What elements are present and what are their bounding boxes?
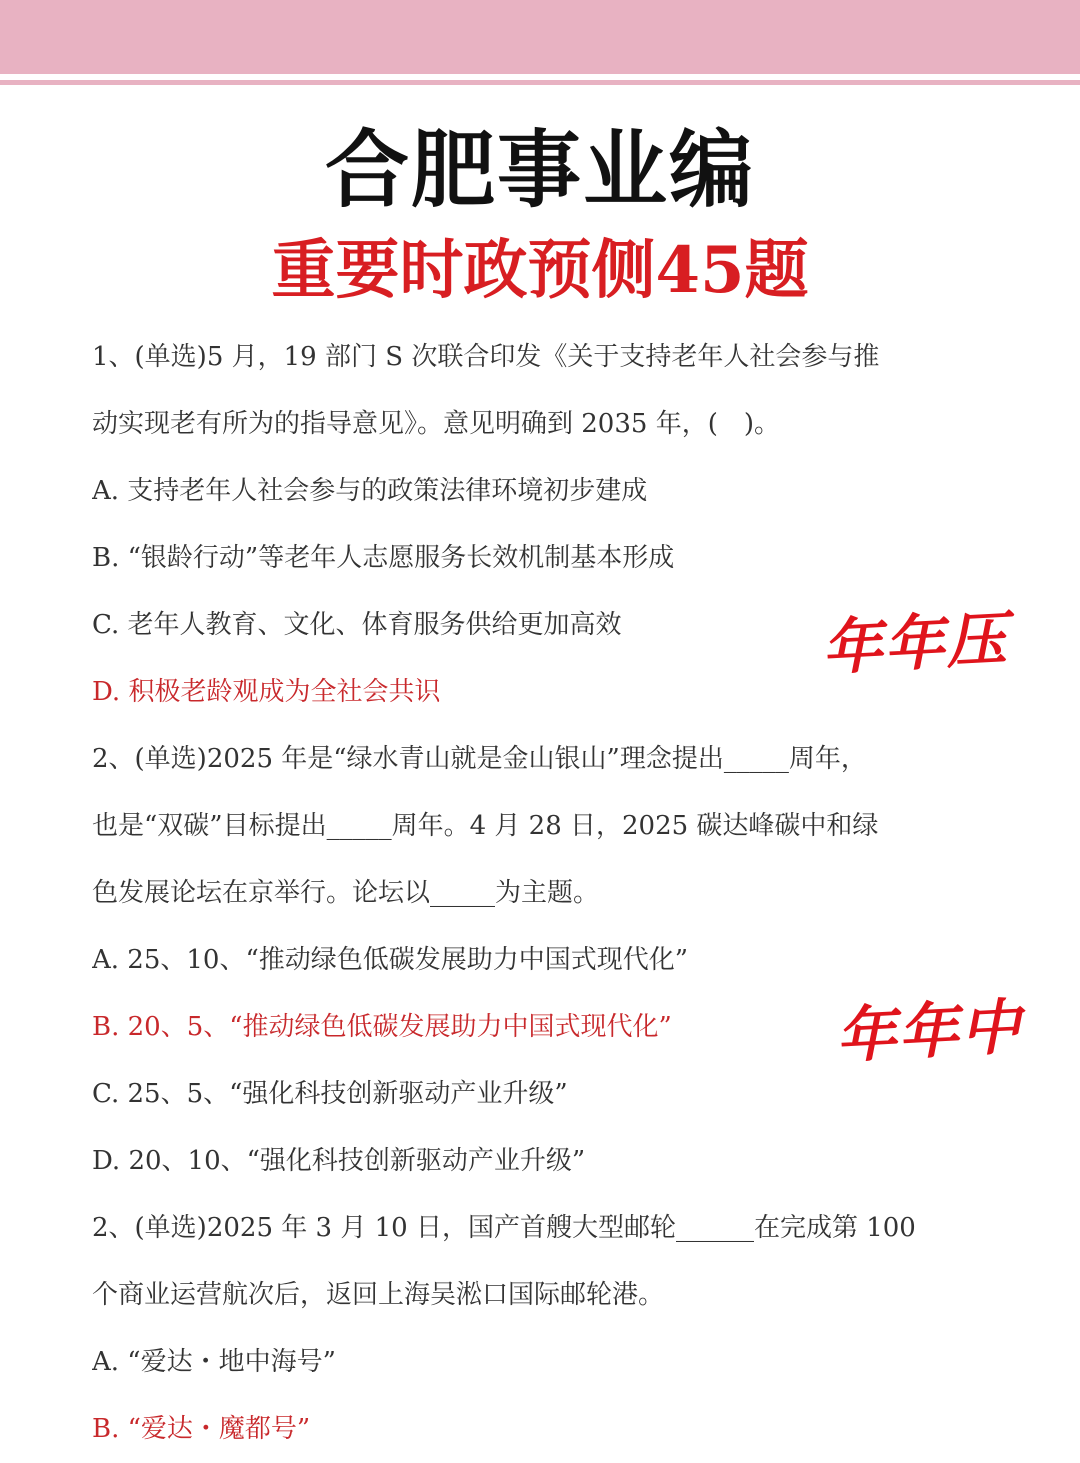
question-3-stem-line-1: 2、(单选)2025 年 3 月 10 日，国产首艘大型邮轮______在完成第 100 xyxy=(92,1213,916,1243)
question-1-option-b: B. “银龄行动”等老年人志愿服务长效机制基本形成 xyxy=(92,543,675,573)
top-banner xyxy=(0,0,1080,74)
question-1-option-a: A. 支持老年人社会参与的政策法律环境初步建成 xyxy=(92,476,648,506)
question-3-option-a: A. “爱达・地中海号” xyxy=(92,1347,336,1377)
question-3-option-b-answer: B. “爱达・魔都号” xyxy=(92,1414,311,1444)
page-title: 合肥事业编 xyxy=(324,121,755,219)
question-2-option-d: D. 20、10、“强化科技创新驱动产业升级” xyxy=(92,1146,586,1176)
stamp-text-2: 年年中 xyxy=(834,992,1024,1072)
question-1-option-d-answer: D. 积极老龄观成为全社会共识 xyxy=(92,677,441,707)
question-2-option-c: C. 25、5、“强化科技创新驱动产业升级” xyxy=(92,1079,568,1109)
stamp-text-1: 年年压 xyxy=(820,604,1010,684)
question-2-stem-line-3: 色发展论坛在京举行。论坛以_____为主题。 xyxy=(92,878,600,908)
page-subtitle: 重要时政预侧45题 xyxy=(271,233,809,308)
top-divider xyxy=(0,80,1080,85)
question-1-stem-line-1: 1、(单选)5 月，19 部门 S 次联合印发《关于支持老年人社会参与推 xyxy=(92,342,880,372)
question-1-stem-line-2: 动实现老有所为的指导意见》。意见明确到 2035 年，( )。 xyxy=(92,409,780,439)
question-2-stem-line-2: 也是“双碳”目标提出_____周年。4 月 28 日，2025 碳达峰碳中和绿 xyxy=(92,811,879,841)
question-2-stem-line-1: 2、(单选)2025 年是“绿水青山就是金山银山”理念提出_____周年， xyxy=(92,744,867,774)
question-1-option-c: C. 老年人教育、文化、体育服务供给更加高效 xyxy=(92,610,622,640)
question-3-stem-line-2: 个商业运营航次后，返回上海吴淞口国际邮轮港。 xyxy=(92,1280,665,1310)
question-2-option-b-answer: B. 20、5、“推动绿色低碳发展助力中国式现代化” xyxy=(92,1012,672,1042)
question-list xyxy=(92,324,992,1463)
question-2-option-a: A. 25、10、“推动绿色低碳发展助力中国式现代化” xyxy=(92,945,689,975)
